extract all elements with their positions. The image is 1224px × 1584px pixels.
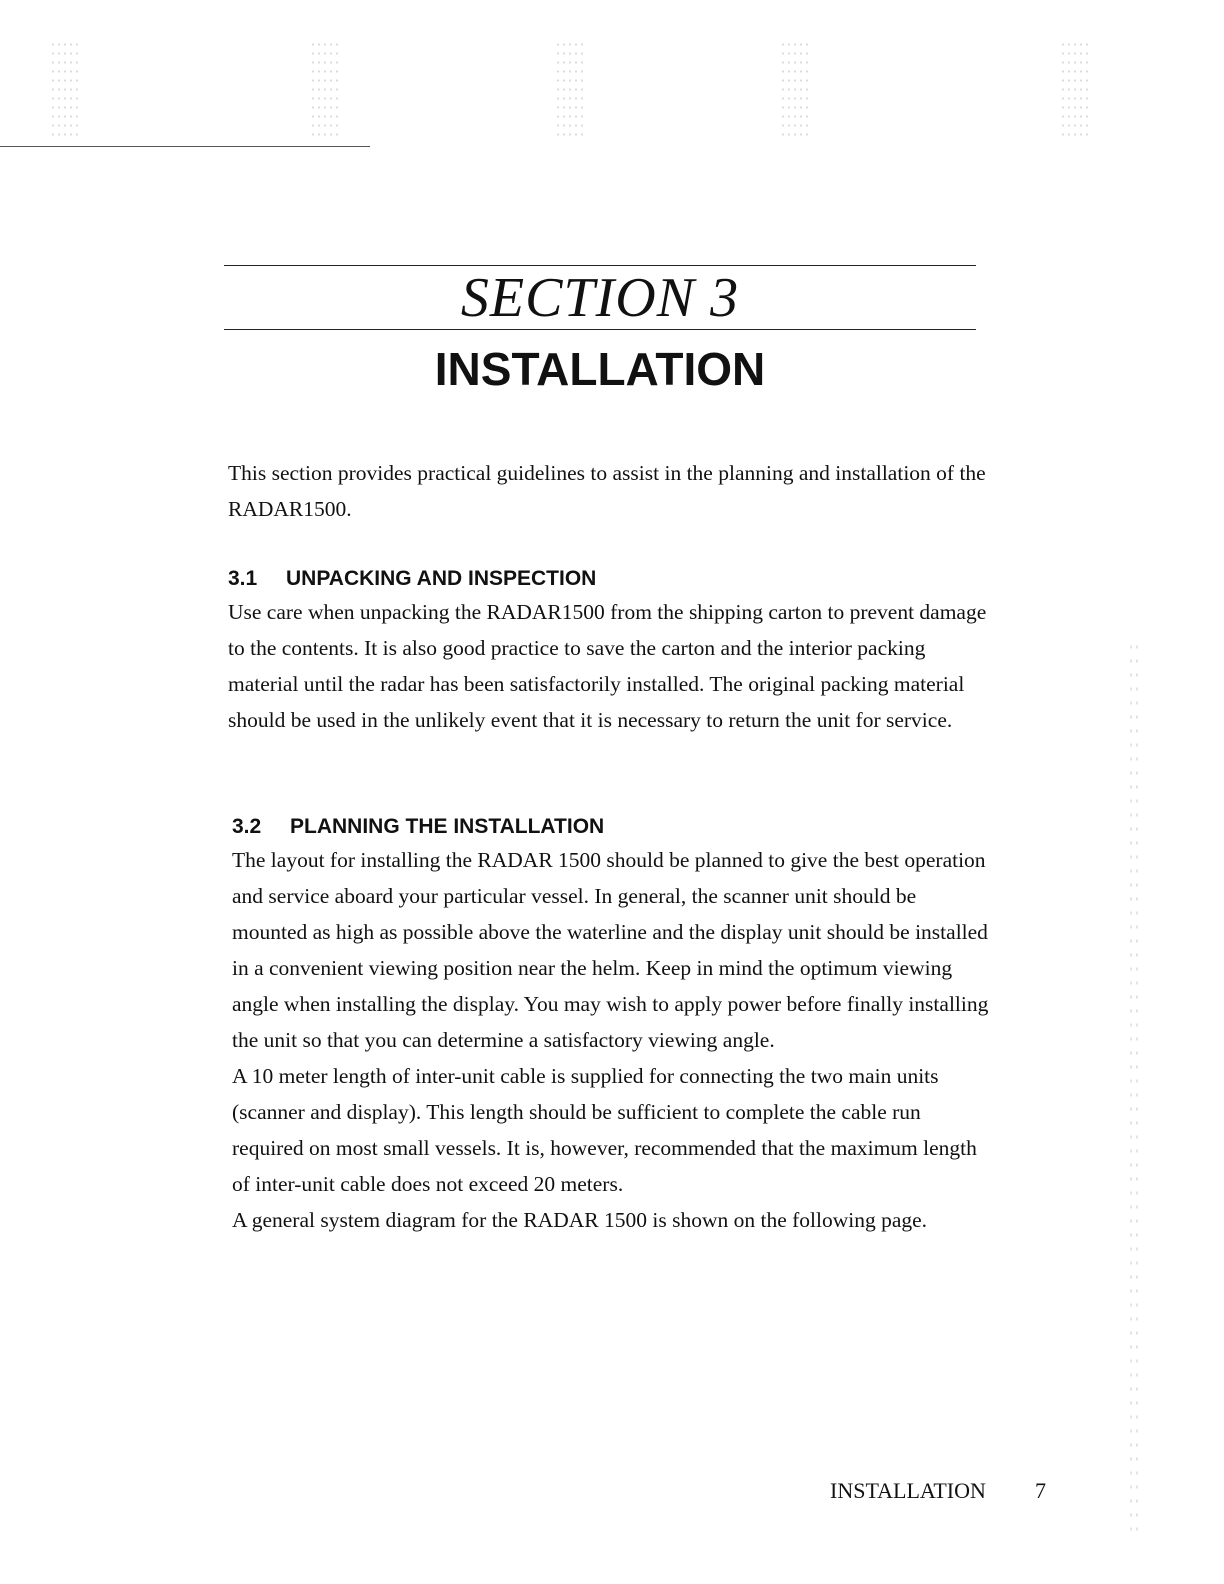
subsection-title: UNPACKING AND INSPECTION bbox=[286, 567, 597, 590]
subsection-planning bbox=[232, 812, 996, 1238]
scan-artifact-edge bbox=[1128, 640, 1140, 1540]
subsection-number: 3.2 bbox=[232, 815, 262, 838]
subsection-paragraph: A general system diagram for the RADAR 1500 is shown on the following page. bbox=[232, 1208, 928, 1232]
subsection-number: 3.1 bbox=[228, 567, 258, 590]
header-rule-top bbox=[224, 265, 976, 266]
scan-artifact-dots bbox=[310, 40, 340, 140]
subsection-paragraph: Use care when unpacking the RADAR1500 from the shipping carton to prevent damage to the contents. It is also good practice to save the carton and the interior packing material until the radar has been satisfactorily installed. The original packing material should be used in the unlikely event that it is necessary to return the unit for service. bbox=[228, 600, 987, 732]
intro-paragraph: This section provides practical guidelines to assist in the planning and installation of the RADAR1500. bbox=[228, 461, 986, 521]
page-footer bbox=[830, 1476, 1060, 1506]
header-rule-bottom bbox=[224, 329, 976, 330]
scan-artifact-dots bbox=[50, 40, 80, 140]
scan-artifact-dots bbox=[1060, 40, 1090, 140]
subsection-title: PLANNING THE INSTALLATION bbox=[290, 815, 605, 838]
subsection-paragraph: The layout for installing the RADAR 1500 should be planned to give the best operation and service aboard your particular vessel. In general, the scanner unit should be mounted as high as possible above the waterline and the display unit should be installed in a convenient viewing position near the helm. Keep in mind the optimum viewing angle when installing the display. You may wish to apply power before finally installing the unit so that you can determine a satisfactory viewing angle. bbox=[232, 848, 989, 1052]
scan-artifact-dots bbox=[555, 40, 585, 140]
subsection-unpacking bbox=[228, 564, 988, 738]
footer-label: INSTALLATION bbox=[830, 1478, 986, 1503]
scan-artifact-dots bbox=[780, 40, 810, 140]
subsection-heading bbox=[228, 564, 988, 594]
scan-artifact-line bbox=[0, 146, 370, 147]
section-title-heading: INSTALLATION bbox=[434, 343, 766, 395]
section-number-heading: SECTION 3 bbox=[460, 267, 740, 329]
page-number: 7 bbox=[1035, 1478, 1046, 1503]
subsection-heading bbox=[232, 812, 996, 842]
intro-block bbox=[228, 455, 988, 527]
subsection-paragraph: A 10 meter length of inter-unit cable is supplied for connecting the two main units (scanner and display). This length should be sufficient to complete the cable run required on most small vessels. It is, however, recommended that the maximum length of inter-unit cable does not exceed 20 meters. bbox=[232, 1064, 977, 1196]
